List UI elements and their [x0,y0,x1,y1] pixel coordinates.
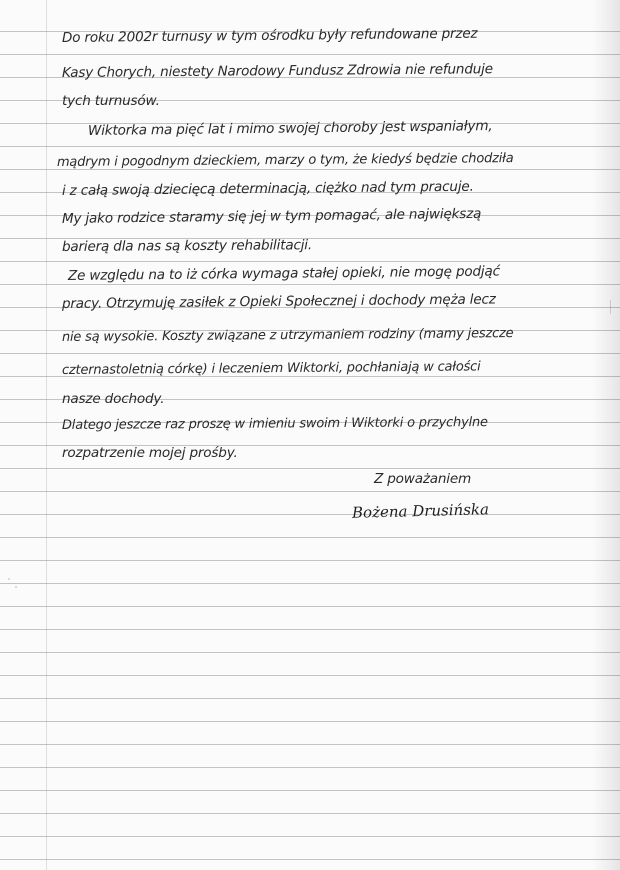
letter-line-8: barierą dla nas są koszty rehabilitacji. [61,237,313,255]
letter-line-5: mądrym i pogodnym dzieckiem, marzy o tym, że kiedyś będzie chodziła [56,151,514,170]
paper-speck [15,586,17,588]
letter-line-7: My jako rodzice staramy się jej w tym pomagać, ale największą [61,205,482,227]
page-edge-shadow [592,0,620,870]
paper-speck [610,300,611,314]
closing-line: Z poważaniem [374,471,472,487]
letter-line-11: nie są wysokie. Koszty związane z utrzymaniem rodziny (mamy jeszcze [61,326,514,345]
letter-line-3: tych turnusów. [62,93,160,109]
signature: Bożena Drusińska [351,500,490,522]
letter-line-10: pracy. Otrzymuję zasiłek z Opieki Społecznej i dochody męża lecz [61,291,496,312]
letter-line-4: Wiktorka ma pięć lat i mimo swojej choroby jest wspaniałym, [87,118,493,139]
margin-line [46,0,47,870]
letter-line-13: nasze dochody. [62,391,165,407]
letter-line-6: i z całą swoją dziecięcą determinacją, ciężko nad tym pracuje. [61,178,474,199]
paper-speck [8,578,10,580]
letter-line-15: rozpatrzenie mojej prośby. [62,445,238,461]
letter-line-9: Ze względu na to iż córka wymaga stałej opieki, nie mogę podjąć [67,263,500,284]
letter-line-2: Kasy Chorych, niestety Narodowy Fundusz Zdrowia nie refunduje [61,61,493,81]
letter-line-1: Do roku 2002r turnusy w tym ośrodku były refundowane przez [61,25,478,46]
letter-line-12: czternastoletnią córkę) i leczeniem Wiktorki, pochłaniają w całości [61,359,481,378]
letter-line-14: Dlatego jeszcze raz proszę w imieniu swoim i Wiktorki o przychylne [61,415,488,433]
